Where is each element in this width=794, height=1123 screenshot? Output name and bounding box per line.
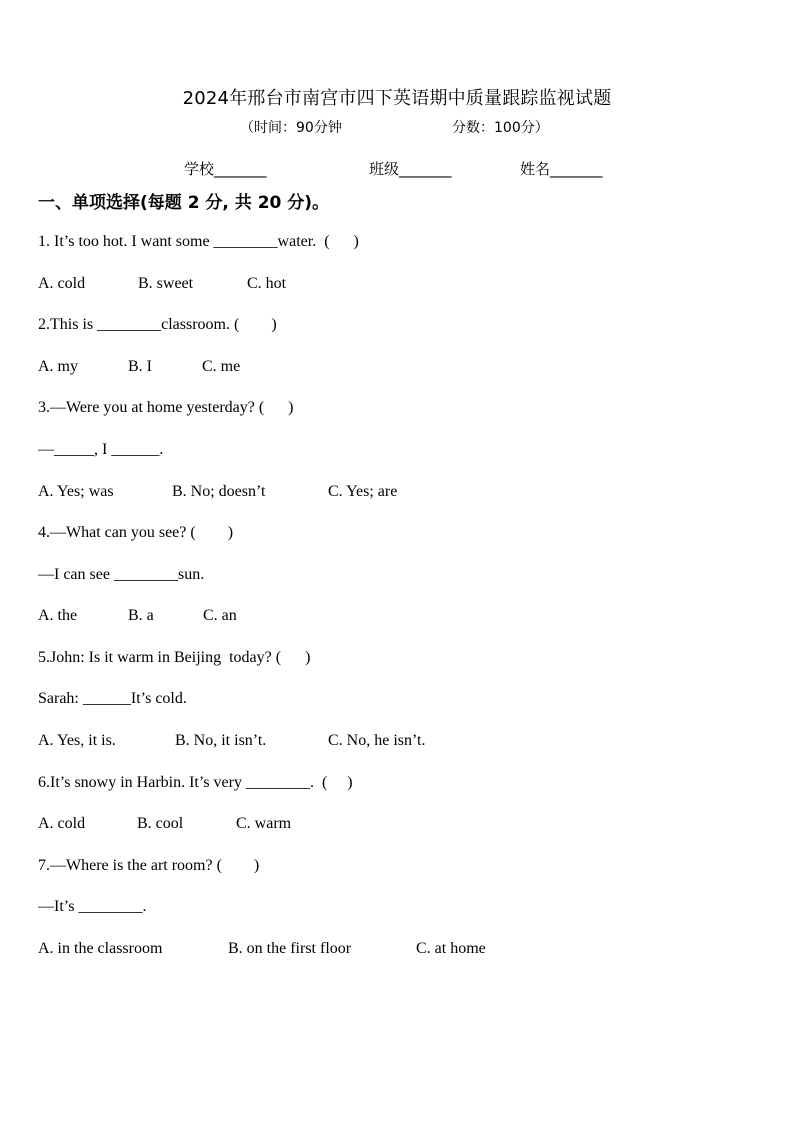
question-2: 2.This is ________classroom. ( ) — [38, 316, 277, 333]
question-7: 7.—Where is the art room? ( ) — [38, 857, 260, 874]
q3-option-a[interactable]: A. Yes; was — [38, 483, 114, 500]
question-4: 4.—What can you see? ( ) — [38, 524, 234, 541]
question-3-answer-line: —_____, I ______. — [38, 441, 164, 458]
question-6: 6.It’s snowy in Harbin. It’s very ________. ( ) — [38, 774, 353, 791]
question-5-answer-line: Sarah: ______It’s cold. — [38, 690, 187, 707]
q4-option-b[interactable]: B. a — [128, 607, 154, 624]
q1-option-a[interactable]: A. cold — [38, 275, 86, 292]
q7-option-a[interactable]: A. in the classroom — [38, 940, 163, 957]
class-field[interactable]: 班级_______ — [369, 160, 452, 178]
exam-score: 分数：100分） — [452, 120, 549, 136]
q6-option-c[interactable]: C. warm — [236, 815, 292, 832]
q3-option-b[interactable]: B. No; doesn’t — [172, 483, 266, 500]
q2-option-a[interactable]: A. my — [38, 358, 78, 375]
question-4-answer-line: —I can see ________sun. — [38, 566, 205, 583]
q5-option-a[interactable]: A. Yes, it is. — [38, 732, 116, 749]
exam-title: 2024年邢台市南宫市四下英语期中质量跟踪监视试题 — [182, 88, 612, 109]
section-heading: 一、单项选择(每题 2 分, 共 20 分)。 — [38, 193, 330, 213]
question-1: 1. It’s too hot. I want some ________water. ( ) — [38, 233, 359, 250]
q7-option-b[interactable]: B. on the first floor — [228, 940, 352, 957]
q1-option-b[interactable]: B. sweet — [138, 275, 194, 292]
q3-option-c[interactable]: C. Yes; are — [328, 483, 398, 500]
question-7-answer-line: —It’s ________. — [38, 898, 147, 915]
question-5: 5.John: Is it warm in Beijing today? ( ) — [38, 649, 311, 666]
q6-option-b[interactable]: B. cool — [137, 815, 184, 832]
q7-option-c[interactable]: C. at home — [416, 940, 486, 957]
school-field[interactable]: 学校_______ — [184, 160, 267, 178]
q4-option-c[interactable]: C. an — [203, 607, 237, 624]
name-field[interactable]: 姓名_______ — [520, 160, 603, 178]
q4-option-a[interactable]: A. the — [38, 607, 78, 624]
q1-option-c[interactable]: C. hot — [247, 275, 287, 292]
q5-option-c[interactable]: C. No, he isn’t. — [328, 732, 426, 749]
exam-time: （时间：90分钟 — [240, 120, 342, 136]
q5-option-b[interactable]: B. No, it isn’t. — [175, 732, 267, 749]
q2-option-c[interactable]: C. me — [202, 358, 241, 375]
q6-option-a[interactable]: A. cold — [38, 815, 86, 832]
question-3: 3.—Were you at home yesterday? ( ) — [38, 399, 294, 416]
q2-option-b[interactable]: B. I — [128, 358, 152, 375]
